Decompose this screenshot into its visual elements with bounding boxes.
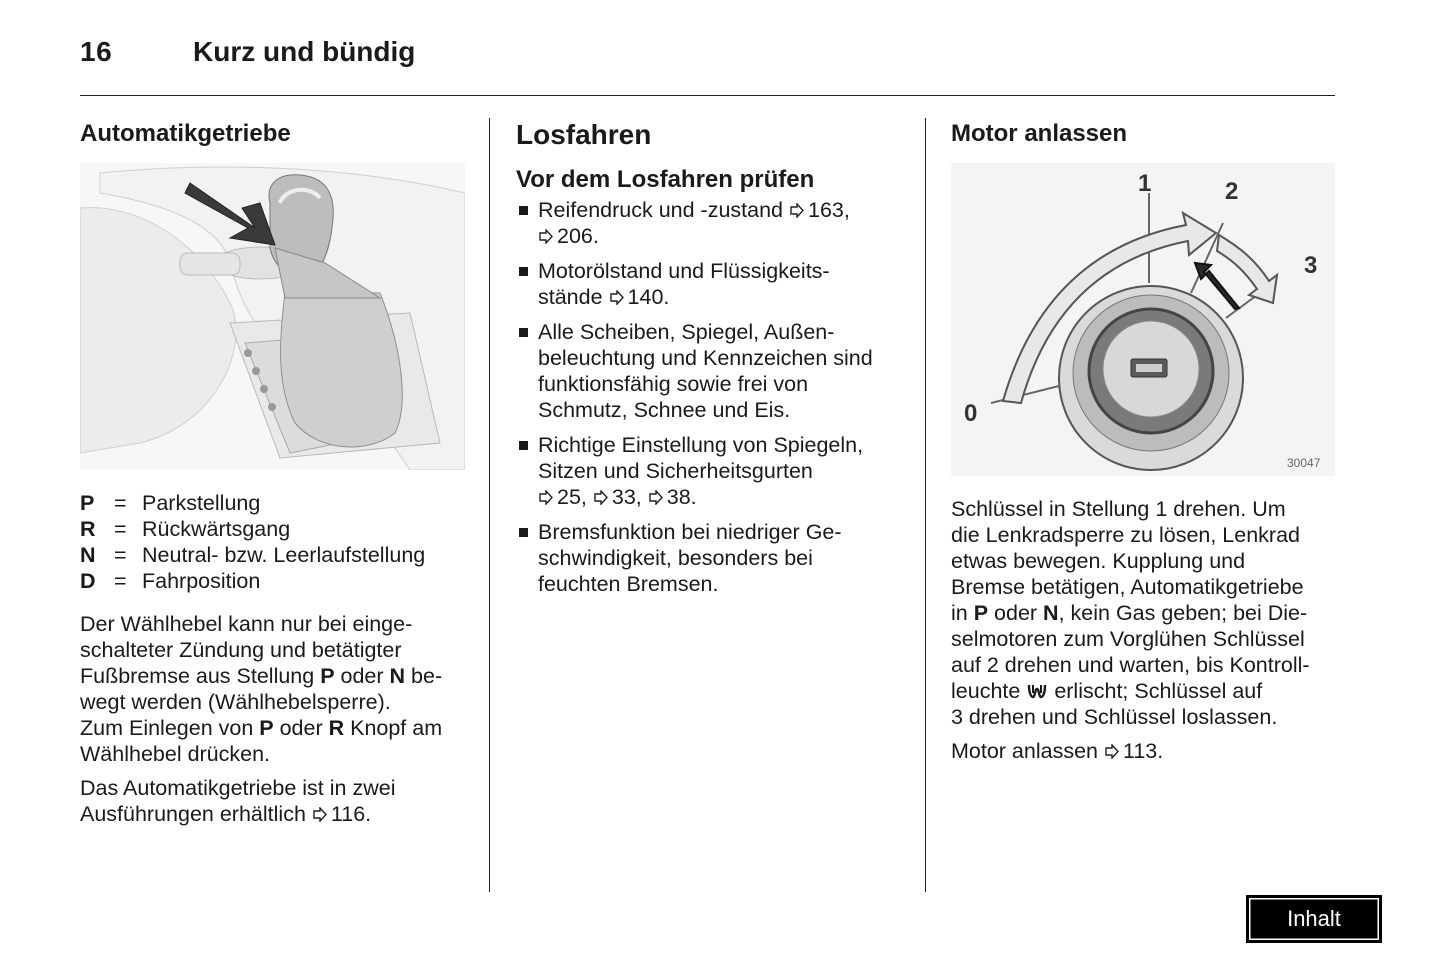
text-line: Schlüssel in Stellung 1 drehen. Um	[951, 497, 1286, 521]
legend-value: Parkstellung	[142, 491, 261, 515]
legend-sep: =	[114, 517, 127, 541]
page-ref: 33,	[611, 485, 642, 509]
text-line: Motor anlassen	[951, 739, 1098, 763]
section-heading-motor: Motor anlassen	[951, 120, 1128, 147]
paragraph-selector-lock	[80, 611, 480, 767]
legend-row-n	[80, 542, 480, 568]
arrow-ref-icon	[789, 203, 804, 218]
text-line: Knopf am	[344, 716, 443, 740]
gear-r-label: R	[328, 716, 345, 740]
chapter-title: Kurz und bündig	[193, 36, 416, 67]
text-line: auf 2 drehen und warten, bis Kontroll-	[951, 653, 1310, 677]
arrow-ref-icon	[538, 229, 553, 244]
gear-n-label: N	[1043, 601, 1059, 625]
text-line: Wählhebel drücken.	[80, 742, 271, 766]
page-ref: 116.	[330, 802, 372, 826]
list-item	[516, 519, 916, 597]
arrow-ref-icon	[593, 490, 608, 505]
page-ref-link[interactable]	[538, 224, 599, 248]
legend-sep: =	[114, 491, 127, 515]
text-line: oder	[273, 716, 329, 740]
text-line: leuchte	[951, 679, 1021, 703]
legend-value: Fahrposition	[142, 569, 261, 593]
text-line: funktionsfähig sowie frei von	[538, 372, 809, 396]
inhalt-button[interactable]: Inhalt	[1246, 895, 1382, 943]
text-line: Der Wählhebel kann nur bei einge-	[80, 612, 413, 636]
right-body-text	[951, 496, 1343, 772]
text-line: erlischt; Schlüssel auf	[1054, 679, 1263, 703]
text-line: Das Automatikgetriebe ist in zwei	[80, 776, 396, 800]
arrow-ref-icon	[609, 290, 624, 305]
legend-value: Rückwärtsgang	[142, 517, 291, 541]
text-line: stände	[538, 285, 603, 309]
gear-p-label: P	[259, 716, 274, 740]
text-line: be-	[405, 664, 443, 688]
column-divider-left	[489, 118, 490, 892]
legend-sep: =	[114, 543, 127, 567]
text-line: 3 drehen und Schlüssel loslassen.	[951, 705, 1278, 729]
text-line: in	[951, 601, 974, 625]
text-line: feuchten Bremsen.	[538, 572, 719, 596]
figure-id: 30047	[1287, 456, 1321, 470]
column-divider-right	[925, 118, 926, 892]
text-line: Reifendruck und -zustand	[538, 198, 784, 222]
text-line: Richtige Einstellung von Spiegeln,	[538, 433, 864, 457]
glow-plug-icon	[1026, 681, 1048, 701]
page-ref-link[interactable]	[609, 285, 670, 309]
legend-key: P	[80, 491, 95, 515]
page-ref-link[interactable]	[538, 485, 587, 509]
legend-key: N	[80, 543, 96, 567]
text-line: Motorölstand und Flüssigkeits-	[538, 259, 830, 283]
header-divider	[80, 95, 1335, 96]
position-label-1: 1	[1138, 170, 1152, 197]
legend-key: R	[80, 517, 96, 541]
section-heading-losfahren: Losfahren	[516, 119, 652, 150]
paragraph-start-procedure	[951, 496, 1343, 730]
gear-selector-illustration	[80, 163, 465, 470]
gear-n-label: N	[389, 664, 406, 688]
page-ref: 113.	[1122, 739, 1164, 763]
ignition-illustration	[951, 163, 1335, 476]
page-ref-link[interactable]	[1104, 739, 1163, 763]
text-line: Bremsfunktion bei niedriger Ge-	[538, 520, 842, 544]
text-line: etwas bewegen. Kupplung und	[951, 549, 1246, 573]
gear-legend	[80, 490, 480, 594]
text-line: wegt werden (Wählhebelsperre).	[80, 690, 391, 714]
left-body-text	[80, 611, 480, 835]
subheading-check: Vor dem Losfahren prüfen	[516, 166, 815, 193]
text-line: Zum Einlegen von	[80, 716, 260, 740]
text-line: oder	[988, 601, 1044, 625]
list-item	[516, 197, 916, 249]
legend-value: Neutral- bzw. Leerlaufstellung	[142, 543, 426, 567]
arrow-ref-icon	[538, 490, 553, 505]
arrow-ref-icon	[1104, 744, 1119, 759]
text-line: beleuchtung und Kennzeichen sind	[538, 346, 873, 370]
text-line: Schmutz, Schnee und Eis.	[538, 398, 791, 422]
list-item	[516, 258, 916, 310]
legend-row-d	[80, 568, 480, 594]
page-ref-link[interactable]	[789, 198, 850, 222]
text-line: schwindigkeit, besonders bei	[538, 546, 813, 570]
page-ref: 206.	[557, 224, 599, 248]
text-line: Fußbremse aus Stellung	[80, 664, 321, 688]
arrow-ref-icon	[312, 807, 327, 822]
section-heading-automatic: Automatikgetriebe	[80, 120, 291, 147]
page-ref: 163,	[808, 198, 850, 222]
text-line: Ausführungen erhältlich	[80, 802, 306, 826]
text-line: Alle Scheiben, Spiegel, Außen-	[538, 320, 835, 344]
legend-key: D	[80, 569, 96, 593]
arrow-ref-icon	[648, 490, 663, 505]
page-ref: 38.	[666, 485, 697, 509]
text-line: die Lenkradsperre zu lösen, Lenkrad	[951, 523, 1300, 547]
page-ref: 25,	[557, 485, 587, 509]
list-item	[516, 319, 916, 423]
gear-p-label: P	[320, 664, 335, 688]
page-number: 16	[80, 36, 113, 67]
page-ref-link[interactable]	[648, 485, 697, 509]
gear-p-label: P	[973, 601, 989, 625]
page-ref: 140.	[627, 285, 670, 309]
checklist	[516, 197, 916, 606]
text-line: selmotoren zum Vorglühen Schlüssel	[951, 627, 1305, 651]
position-label-0: 0	[964, 400, 978, 427]
position-label-2: 2	[1225, 178, 1239, 205]
page-ref-link[interactable]	[593, 485, 642, 509]
position-label-3: 3	[1304, 252, 1318, 279]
text-line: oder	[334, 664, 390, 688]
legend-row-p	[80, 490, 480, 516]
list-item	[516, 432, 916, 510]
text-line: Sitzen und Sicherheitsgurten	[538, 459, 813, 483]
text-line: schalteter Zündung und betätigter	[80, 638, 402, 662]
paragraph-engine-start-ref	[951, 738, 1343, 764]
paragraph-versions	[80, 775, 480, 827]
legend-sep: =	[114, 569, 127, 593]
legend-row-r	[80, 516, 480, 542]
text-line: , kein Gas geben; bei Die-	[1058, 601, 1308, 625]
text-line: Bremse betätigen, Automatikgetriebe	[951, 575, 1304, 599]
page-ref-link[interactable]	[312, 802, 371, 826]
